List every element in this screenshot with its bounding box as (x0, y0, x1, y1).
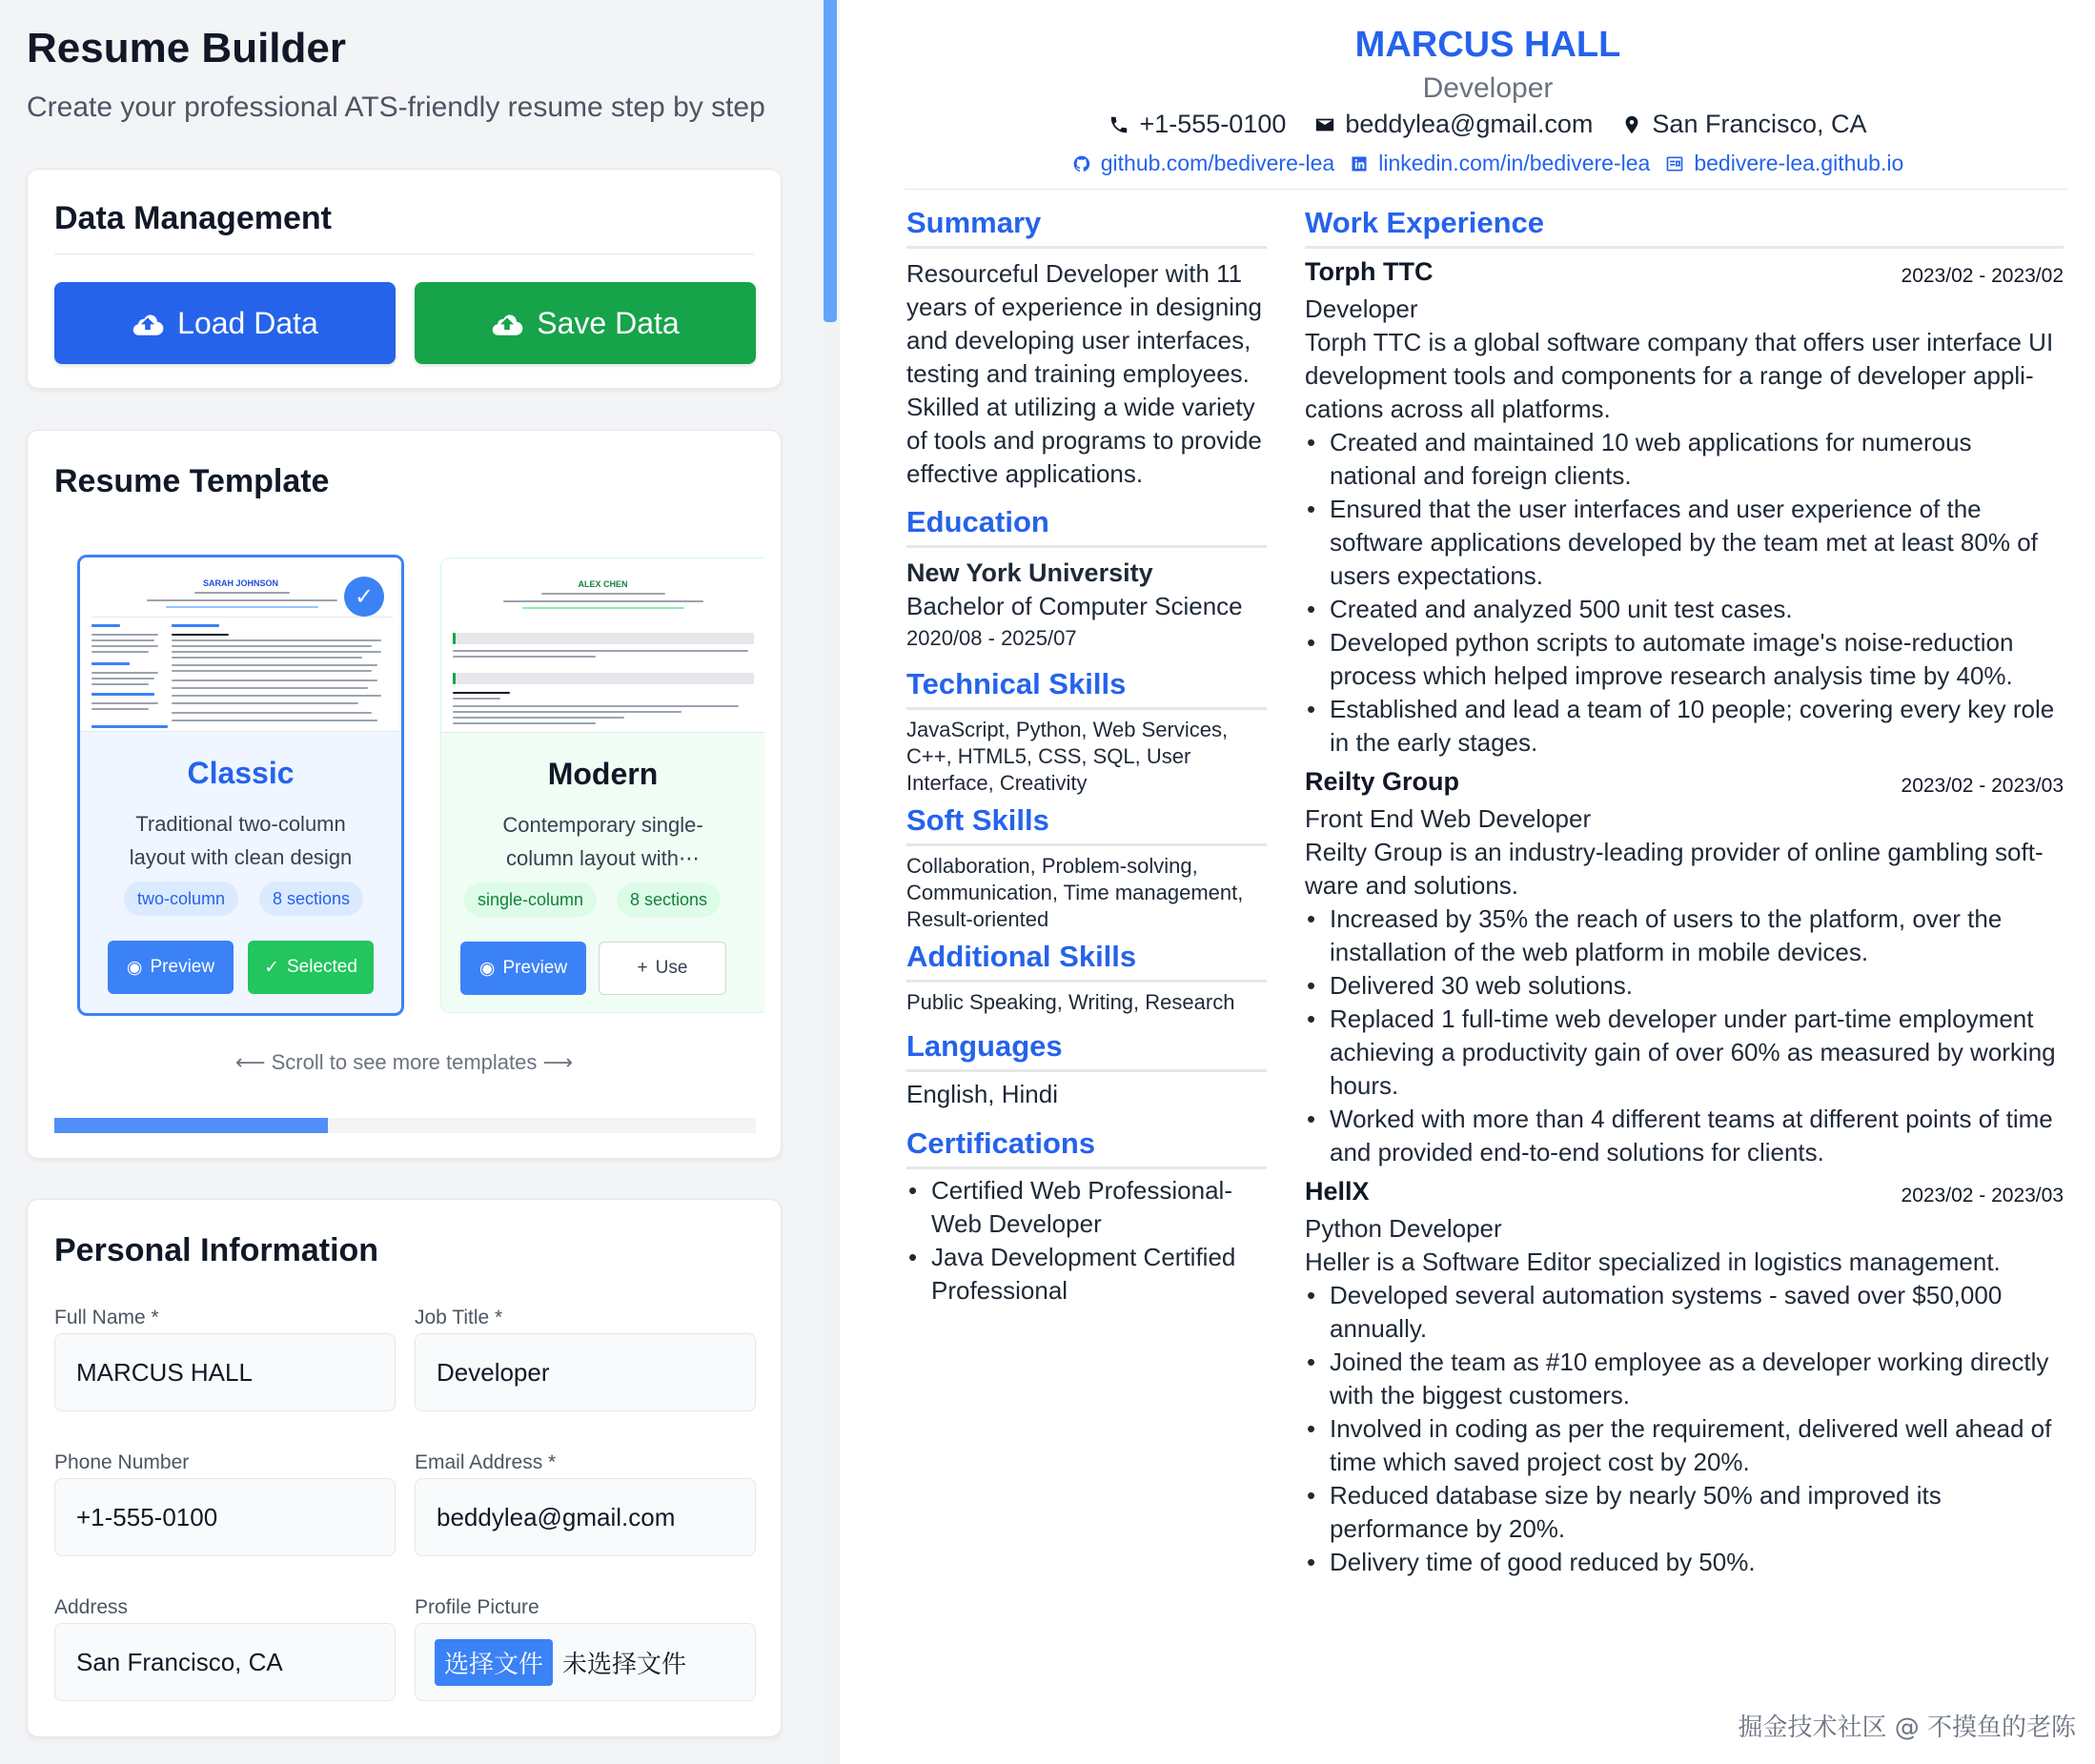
list-item: • Ensured that the user interfaces and user experience of the software applications developed by the team met at least 80% of users expectations. (1305, 493, 2064, 593)
section-summary-heading: Summary (906, 206, 1042, 239)
resume-linkedin[interactable]: linkedin.com/in/bedivere-lea (1378, 151, 1651, 175)
job-bullets (1305, 1279, 2064, 1579)
education-school: New York University (906, 558, 1153, 587)
certifications-list (906, 1174, 1250, 1308)
scroll-hint-text: Scroll to see more templates (271, 1050, 538, 1074)
job-role: Front End Web Developer (1305, 804, 1592, 833)
thumbnail-name: ALEX CHEN (578, 579, 628, 589)
editor-panel (0, 0, 823, 1764)
checkmark-icon: ✓ (264, 957, 279, 978)
resume-phone: +1-555-0100 (1139, 110, 1287, 138)
personal-info-title: Personal Information (54, 1232, 379, 1268)
summary-text: Resourceful Developer with 11 years of experience in designing and developing user interfaces, testing and training employees. Skilled at utilizing a wide variety of tools and programs to provide effective applications. (906, 259, 1262, 488)
linkedin-link[interactable] (1350, 151, 1650, 176)
list-item: • Involved in coding as per the requirement, delivered well ahead of time which saved project cost by 20%. (1305, 1412, 2064, 1479)
list-item: • Java Development Certified Professional (906, 1241, 1250, 1308)
list-item: • Joined the team as #10 employee as a developer working directly with the biggest customers. (1305, 1346, 2064, 1412)
template-tag: 8 sections (259, 882, 363, 916)
list-item: • Replaced 1 full-time web developer under part-time employment achieving a productivity gain of over 60% as measured by working hours. (1305, 1003, 2064, 1103)
list-item: • Established and lead a team of 10 people; covering every key role in the early stages. (1305, 693, 2064, 760)
github-icon (1072, 154, 1091, 173)
resume-contact (840, 110, 2095, 139)
list-item: • Delivered 30 web solutions. (1305, 969, 2064, 1003)
envelope-icon (1314, 114, 1335, 135)
use-label: Use (655, 958, 688, 978)
list-item: • Certified Web Professional-Web Developer (906, 1174, 1250, 1241)
github-link[interactable] (1072, 151, 1334, 176)
resume-location: San Francisco, CA (1652, 110, 1867, 138)
template-tag: single-column (464, 882, 597, 917)
eye-icon: ◉ (478, 958, 496, 979)
personal-info-card (27, 1199, 782, 1737)
template-thumbnail (441, 558, 764, 733)
resume-name: MARCUS HALL (1354, 25, 1621, 65)
choose-file-button[interactable]: 选择文件 (435, 1639, 553, 1686)
job-dates: 2023/02 - 2023/03 (1901, 1185, 2064, 1206)
phone-contact (1109, 110, 1286, 139)
job-role: Developer (1305, 294, 1418, 323)
section-technical-heading: Technical Skills (906, 667, 1127, 700)
section-additional-heading: Additional Skills (906, 940, 1137, 973)
linkedin-icon (1350, 154, 1369, 173)
app-subtitle: Create your professional ATS-friendly resume step by step (27, 91, 765, 123)
template-description: Traditional two-column layout with clean design (129, 812, 353, 869)
list-item: • Worked with more than 4 different teams at different points of time and provided end-to-end solutions for clients. (1305, 1103, 2064, 1169)
load-data-button[interactable] (54, 282, 396, 364)
template-name: Classic (187, 756, 295, 790)
job-description: Torph TTC is a global software company that offers user interface UI development tools and components for a range of developer applications across all platforms. (1305, 328, 2054, 423)
cloud-upload-icon (132, 307, 164, 339)
job-company: Reilty Group (1305, 767, 1460, 796)
resume-title: Developer (1422, 72, 1554, 104)
plus-icon: + (637, 958, 648, 978)
list-item: • Developed python scripts to automate image's noise-reduction process which helped improve research analysis time by 40%. (1305, 626, 2064, 693)
additional-skills-text: Public Speaking, Writing, Research (906, 990, 1235, 1014)
job-title-field[interactable]: Developer (415, 1333, 756, 1411)
phone-field[interactable]: +1-555-0100 (54, 1478, 396, 1556)
profile-picture-label: Profile Picture (415, 1596, 539, 1618)
address-label: Address (54, 1596, 129, 1618)
technical-skills-text: JavaScript, Python, Web Services, C++, HTML5, CSS, SQL, User Interface, Creativity (906, 718, 1229, 795)
job-bullets (1305, 902, 2064, 1169)
phone-label: Phone Number (54, 1451, 190, 1473)
arrow-left-icon: ⟵ (234, 1050, 266, 1074)
template-thumbnail (80, 558, 401, 732)
editor-scrollbar-thumb[interactable] (824, 0, 837, 322)
save-data-button[interactable] (415, 282, 756, 364)
list-item: • Created and analyzed 500 unit test cases. (1305, 593, 2064, 626)
cloud-upload-icon (491, 307, 523, 339)
location-contact (1621, 110, 1866, 139)
section-certifications-heading: Certifications (906, 1126, 1096, 1160)
resume-email: beddylea@gmail.com (1345, 110, 1594, 138)
list-item: • Developed several automation systems - saved over $50,000 annually. (1305, 1279, 2064, 1346)
list-item: • Reduced database size by nearly 50% and improved its performance by 20%. (1305, 1479, 2064, 1546)
selected-button[interactable] (248, 941, 374, 994)
job-title-label: Job Title * (415, 1307, 503, 1328)
header-divider (905, 189, 2067, 190)
job-description: Heller is a Software Editor specialized in logistics management. (1305, 1247, 2001, 1276)
job-description: Reilty Group is an industry-leading provider of online gambling software and solutions. (1305, 838, 2044, 900)
check-icon: ✓ (344, 577, 384, 617)
email-contact (1314, 110, 1593, 139)
thumbnail-name: SARAH JOHNSON (202, 578, 278, 588)
address-field[interactable]: San Francisco, CA (54, 1623, 396, 1701)
map-pin-icon (1621, 114, 1642, 135)
template-card-modern[interactable] (440, 558, 764, 1013)
section-experience-heading: Work Experience (1305, 206, 1544, 239)
list-item: • Delivery time of good reduced by 50%. (1305, 1546, 2064, 1579)
data-management-card (27, 169, 782, 389)
section-soft-heading: Soft Skills (906, 803, 1049, 837)
preview-button[interactable] (460, 942, 586, 995)
website-icon (1665, 154, 1684, 173)
template-tag: 8 sections (617, 882, 721, 917)
save-data-label: Save Data (537, 305, 680, 340)
phone-icon (1109, 114, 1129, 135)
load-data-label: Load Data (177, 305, 318, 340)
job-company: Torph TTC (1305, 257, 1434, 286)
template-tag: two-column (124, 882, 238, 916)
template-name: Modern (547, 757, 659, 791)
job-dates: 2023/02 - 2023/02 (1901, 265, 2064, 287)
resume-website[interactable]: bedivere-lea.github.io (1694, 151, 1904, 175)
template-card-classic[interactable] (77, 555, 404, 1016)
resume-template-title: Resume Template (54, 463, 330, 499)
list-item: • Increased by 35% the reach of users to the platform, over the installation of the web platform in mobile devices. (1305, 902, 2064, 969)
profile-picture-input[interactable] (415, 1623, 756, 1701)
selected-label: Selected (286, 957, 357, 977)
app-title: Resume Builder (27, 25, 346, 71)
full-name-label: Full Name * (54, 1307, 159, 1328)
preview-label: Preview (502, 958, 568, 978)
resume-preview (840, 0, 2095, 1764)
watermark: 掘金技术社区 @ 不摸鱼的老陈 (1738, 1713, 2076, 1742)
file-status: 未选择文件 (562, 1649, 687, 1678)
job-role: Python Developer (1305, 1214, 1502, 1243)
use-template-button[interactable] (599, 942, 726, 995)
divider (54, 253, 754, 254)
template-scrollbar[interactable] (54, 1118, 756, 1133)
template-description: Contemporary single-column layout with⋯ (502, 813, 703, 870)
resume-template-card (27, 430, 782, 1159)
education-dates: 2020/08 - 2025/07 (906, 626, 1077, 650)
resume-github[interactable]: github.com/bedivere-lea (1100, 151, 1335, 175)
languages-text: English, Hindi (906, 1080, 1058, 1108)
email-field[interactable]: beddylea@gmail.com (415, 1478, 756, 1556)
website-link[interactable] (1665, 151, 1903, 176)
arrow-right-icon: ⟶ (542, 1050, 574, 1074)
section-education-heading: Education (906, 505, 1049, 538)
preview-button[interactable] (108, 941, 234, 994)
job-dates: 2023/02 - 2023/03 (1901, 775, 2064, 797)
scroll-hint (28, 1050, 781, 1075)
email-label: Email Address * (415, 1451, 557, 1473)
soft-skills-text: Collaboration, Problem-solving, Communication, Time management, Result-oriented (906, 854, 1244, 931)
job-bullets (1305, 426, 2064, 760)
education-degree: Bachelor of Computer Science (906, 592, 1243, 620)
data-management-title: Data Management (54, 200, 332, 236)
section-languages-heading: Languages (906, 1029, 1063, 1063)
eye-icon: ◉ (126, 957, 143, 978)
job-company: HellX (1305, 1177, 1370, 1206)
resume-links (840, 151, 2095, 176)
list-item: • Created and maintained 10 web applications for numerous national and foreign clients. (1305, 426, 2064, 493)
full-name-field[interactable]: MARCUS HALL (54, 1333, 396, 1411)
template-scrollbar-thumb[interactable] (54, 1118, 328, 1133)
preview-label: Preview (150, 957, 215, 977)
